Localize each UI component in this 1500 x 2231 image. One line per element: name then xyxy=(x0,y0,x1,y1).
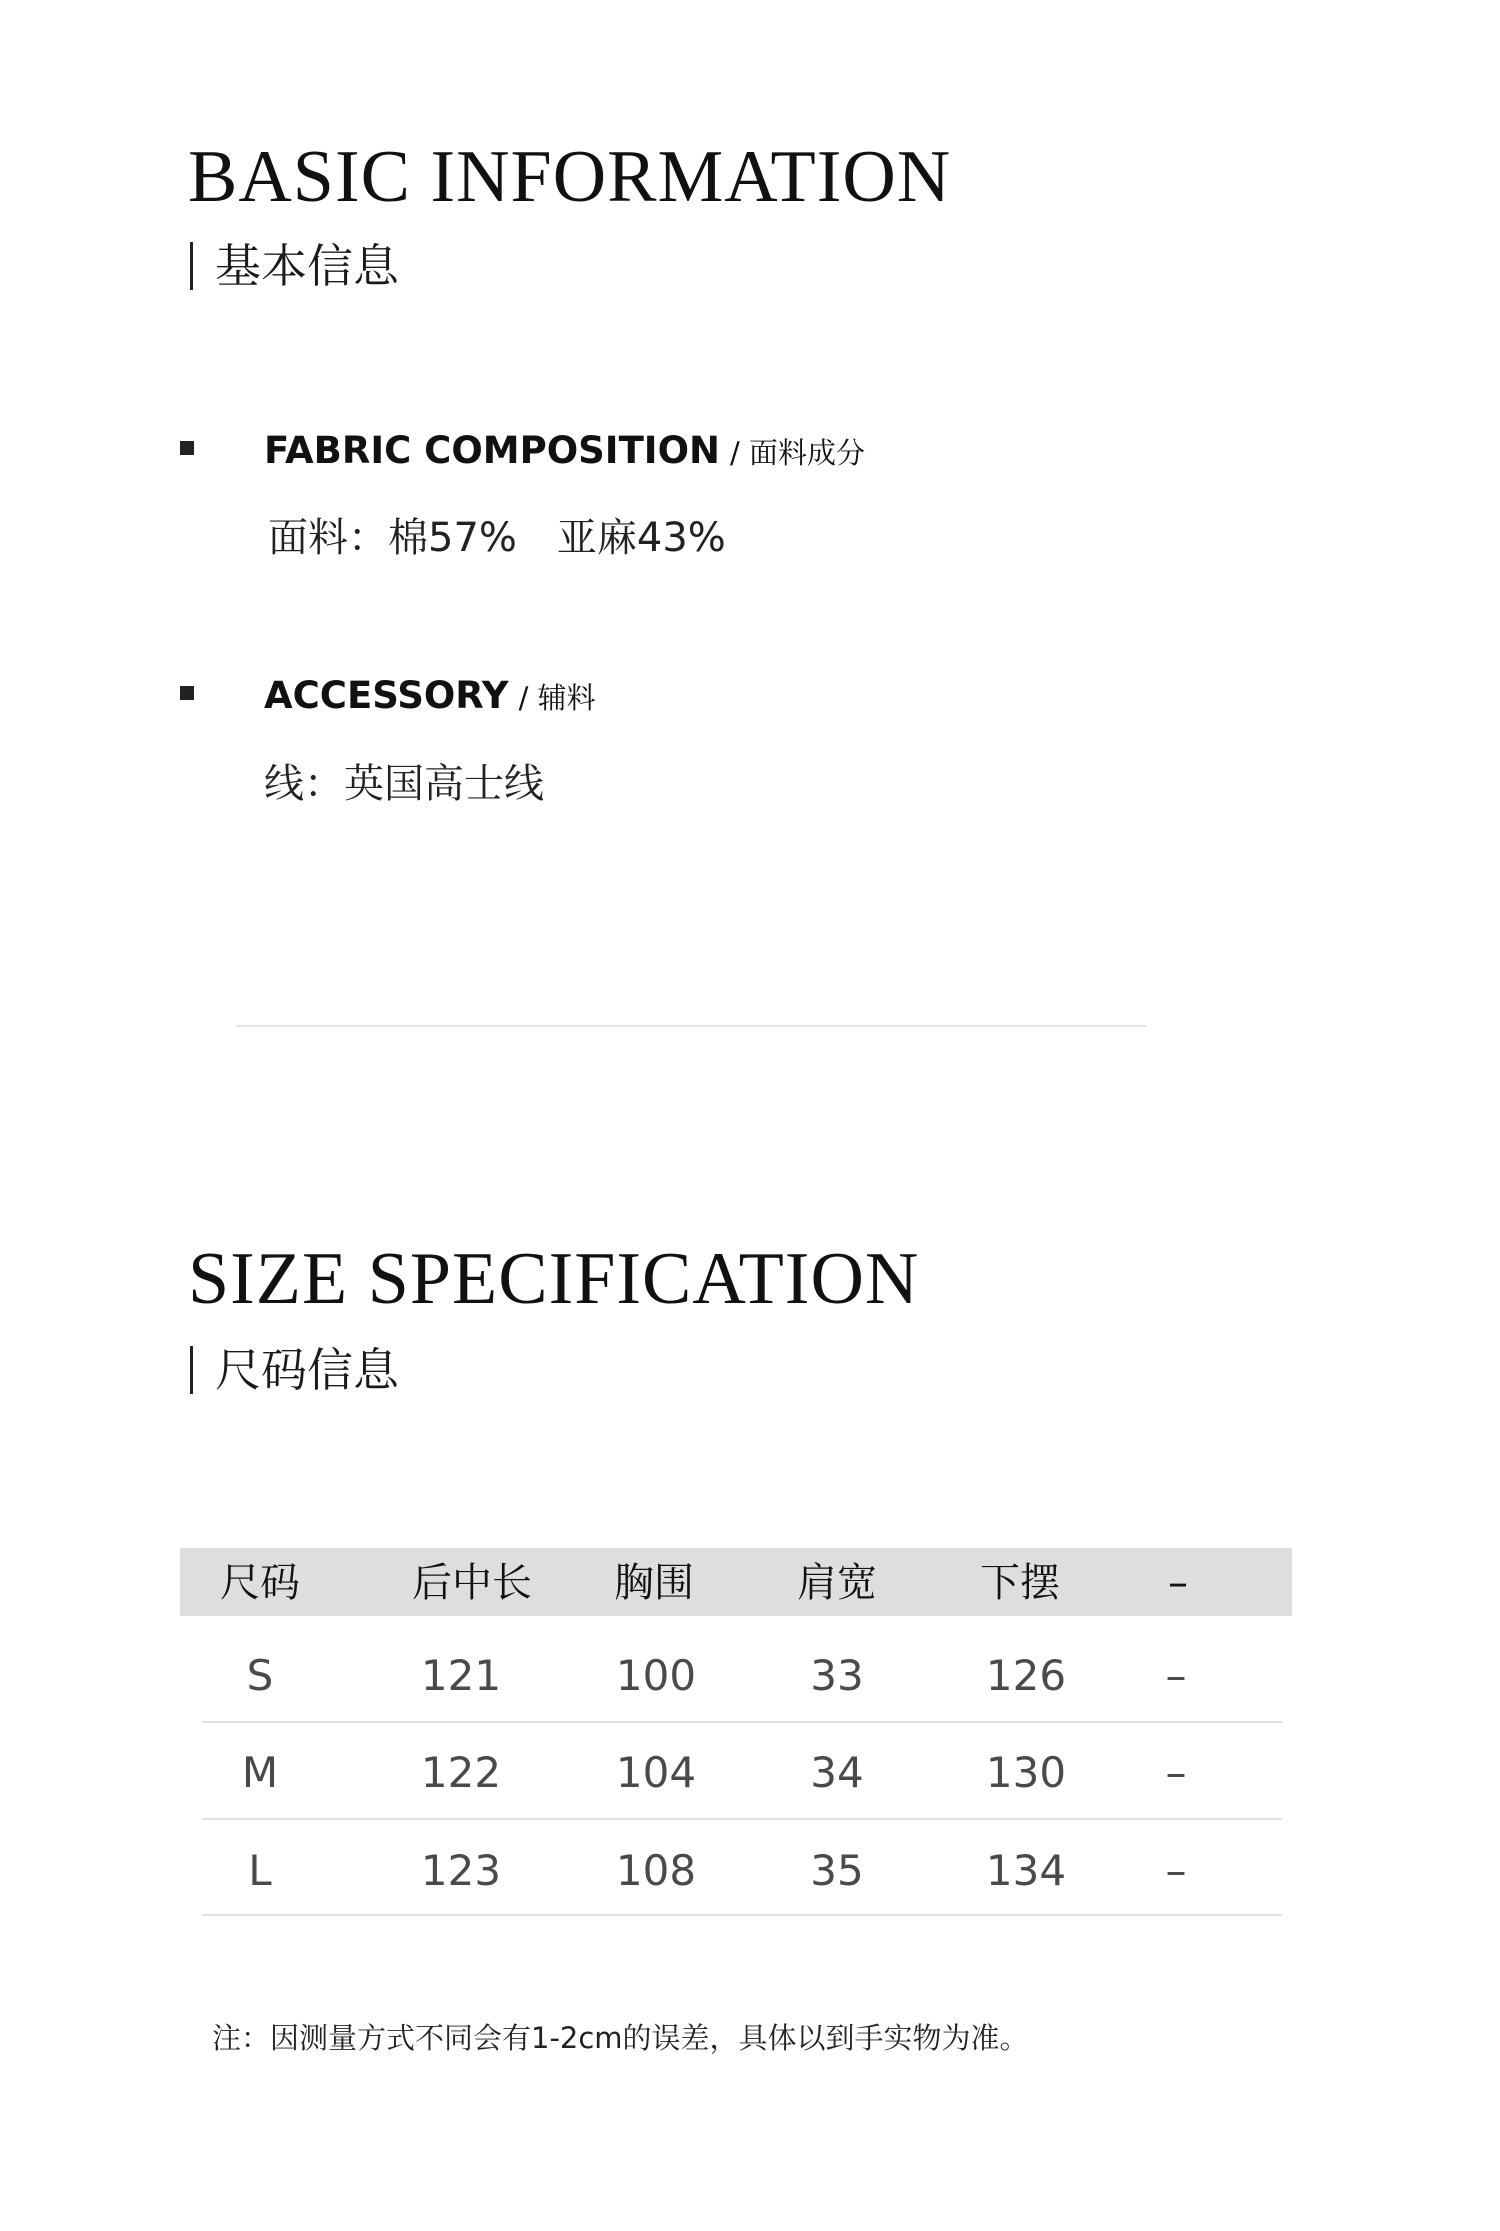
basic-title: BASIC INFORMATION xyxy=(188,136,952,218)
basic-subtitle xyxy=(190,239,399,293)
col-header-extra: – xyxy=(1168,1560,1188,1606)
table-cell: 104 xyxy=(615,1748,697,1797)
col-header-chest: 胸围 xyxy=(614,1560,694,1606)
table-cell: 100 xyxy=(615,1651,697,1700)
fabric-value: 面料：棉57% 亚麻43% xyxy=(268,515,726,561)
table-cell: – xyxy=(1165,1846,1187,1895)
table-cell: L xyxy=(248,1846,272,1895)
col-header-back-length: 后中长 xyxy=(412,1560,532,1606)
size-title: SIZE SPECIFICATION xyxy=(188,1238,920,1320)
fabric-heading-label: FABRIC COMPOSITION xyxy=(264,429,720,472)
table-cell: 35 xyxy=(810,1846,864,1895)
table-cell: 33 xyxy=(810,1651,864,1700)
subtitle-bar xyxy=(190,1346,193,1394)
row-divider xyxy=(202,1818,1282,1820)
table-cell: 34 xyxy=(810,1748,864,1797)
accessory-value: 线：英国高士线 xyxy=(264,761,544,807)
table-cell: – xyxy=(1165,1748,1187,1797)
table-cell: S xyxy=(246,1651,274,1700)
bullet-square-icon xyxy=(180,441,194,455)
row-divider xyxy=(202,1721,1282,1723)
table-cell: – xyxy=(1165,1651,1187,1700)
row-divider xyxy=(202,1914,1282,1916)
table-cell: 121 xyxy=(420,1651,502,1700)
table-cell: 130 xyxy=(985,1748,1067,1797)
table-cell: M xyxy=(241,1748,279,1797)
subtitle-bar xyxy=(190,242,193,290)
basic-subtitle-text: 基本信息 xyxy=(215,239,399,293)
col-header-size: 尺码 xyxy=(220,1560,300,1606)
table-cell: 108 xyxy=(615,1846,697,1895)
table-cell: 122 xyxy=(420,1748,502,1797)
col-header-hem: 下摆 xyxy=(980,1560,1060,1606)
size-subtitle xyxy=(190,1343,399,1397)
accessory-heading-cn: / 辅料 xyxy=(518,681,596,715)
accessory-heading-label: ACCESSORY xyxy=(264,674,509,717)
accessory-heading xyxy=(264,674,596,717)
table-cell: 126 xyxy=(985,1651,1067,1700)
fabric-heading-cn: / 面料成分 xyxy=(730,436,865,470)
table-cell: 134 xyxy=(985,1846,1067,1895)
bullet-square-icon xyxy=(180,686,194,700)
fabric-heading xyxy=(264,429,865,472)
measurement-note: 注：因测量方式不同会有1-2cm的误差，具体以到手实物为准。 xyxy=(212,2021,1029,2055)
table-cell: 123 xyxy=(420,1846,502,1895)
section-divider xyxy=(236,1025,1146,1027)
col-header-shoulder: 肩宽 xyxy=(797,1560,877,1606)
size-subtitle-text: 尺码信息 xyxy=(215,1343,399,1397)
